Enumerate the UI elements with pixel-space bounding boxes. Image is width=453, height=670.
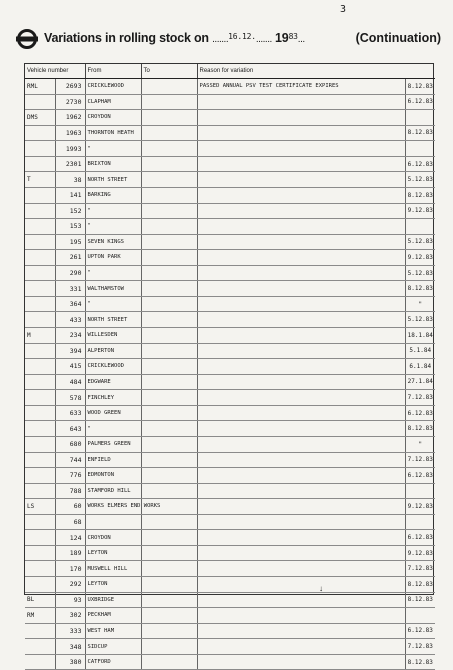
from-garage-cell: "	[85, 141, 141, 157]
reason-cell	[197, 141, 405, 157]
to-garage-cell	[141, 421, 197, 437]
table-row	[25, 421, 435, 437]
vehicle-class-cell	[25, 94, 55, 110]
table-row	[25, 623, 435, 639]
reason-cell	[197, 343, 405, 359]
table-row	[25, 374, 435, 390]
vehicle-number-cell: 1993	[55, 141, 85, 157]
vehicle-class-cell	[25, 530, 55, 546]
table-row	[25, 390, 435, 406]
reason-cell	[197, 561, 405, 577]
expiry-date-cell	[405, 219, 435, 235]
table-row	[25, 156, 435, 172]
expiry-date-cell: 6.12.83	[405, 405, 435, 421]
from-garage-cell: SIDCUP	[85, 639, 141, 655]
to-garage-cell	[141, 312, 197, 328]
reason-cell	[197, 545, 405, 561]
page-number: 3	[340, 4, 347, 15]
table-row	[25, 577, 435, 593]
to-garage-cell	[141, 468, 197, 484]
vehicle-number-cell: 153	[55, 219, 85, 235]
vehicle-class-cell	[25, 514, 55, 530]
from-garage-cell: CRICKLEWOOD	[85, 359, 141, 375]
vehicle-number-cell: 364	[55, 296, 85, 312]
vehicle-number-cell: 333	[55, 623, 85, 639]
reason-cell	[197, 468, 405, 484]
from-garage-cell: "	[85, 265, 141, 281]
from-garage-cell: "	[85, 203, 141, 219]
reason-cell	[197, 203, 405, 219]
reason-cell	[197, 452, 405, 468]
reason-cell	[197, 110, 405, 126]
from-garage-cell: "	[85, 296, 141, 312]
reason-cell	[197, 483, 405, 499]
expiry-date-cell: 9.12.83	[405, 545, 435, 561]
from-garage-cell: BRIXTON	[85, 156, 141, 172]
expiry-date-cell	[405, 483, 435, 499]
from-garage-cell: MUSWELL HILL	[85, 561, 141, 577]
from-garage-cell: EDMONTON	[85, 468, 141, 484]
expiry-date-cell: "	[405, 436, 435, 452]
expiry-date-cell: 6.12.83	[405, 468, 435, 484]
vehicle-class-cell	[25, 281, 55, 297]
from-garage-cell: LEYTON	[85, 577, 141, 593]
vehicle-number-cell: 2301	[55, 156, 85, 172]
expiry-date-cell: 6.12.83	[405, 94, 435, 110]
expiry-date-cell: 9.12.83	[405, 250, 435, 266]
vehicle-class-cell	[25, 654, 55, 670]
expiry-date-cell: 8.12.83	[405, 281, 435, 297]
vehicle-number-cell: 38	[55, 172, 85, 188]
to-garage-cell	[141, 110, 197, 126]
down-arrow-icon: ↓	[319, 584, 323, 593]
to-garage-cell	[141, 639, 197, 655]
to-garage-cell	[141, 141, 197, 157]
table-row	[25, 654, 435, 670]
reason-cell: PASSED ANNUAL PSV TEST CERTIFICATE EXPIRES	[197, 79, 405, 95]
to-garage-cell	[141, 234, 197, 250]
vehicle-number-cell: 152	[55, 203, 85, 219]
expiry-date-cell	[405, 110, 435, 126]
expiry-date-cell: 7.12.83	[405, 390, 435, 406]
table-row	[25, 265, 435, 281]
vehicle-class-cell: M	[25, 328, 55, 344]
to-garage-cell	[141, 359, 197, 375]
vehicle-number-cell: 170	[55, 561, 85, 577]
from-garage-cell: PECKHAM	[85, 608, 141, 624]
table-row	[25, 172, 435, 188]
to-garage-cell	[141, 374, 197, 390]
reason-cell	[197, 281, 405, 297]
reason-cell	[197, 125, 405, 141]
expiry-date-cell: 8.12.83	[405, 577, 435, 593]
from-garage-cell: UXBRIDGE	[85, 592, 141, 608]
from-garage-cell: CLAPHAM	[85, 94, 141, 110]
expiry-date-cell: 7.12.83	[405, 561, 435, 577]
reason-cell	[197, 514, 405, 530]
to-garage-cell	[141, 343, 197, 359]
to-garage-cell	[141, 592, 197, 608]
expiry-date-cell	[405, 141, 435, 157]
reason-cell	[197, 608, 405, 624]
from-garage-cell: BARKING	[85, 187, 141, 203]
expiry-date-cell: 5.12.83	[405, 234, 435, 250]
expiry-date-cell: 8.12.83	[405, 187, 435, 203]
vehicle-number-cell: 195	[55, 234, 85, 250]
reason-cell	[197, 359, 405, 375]
vehicle-class-cell	[25, 577, 55, 593]
table-header-row	[25, 64, 435, 79]
expiry-date-cell: 5.12.83	[405, 265, 435, 281]
vehicle-number-cell: 633	[55, 405, 85, 421]
reason-cell	[197, 639, 405, 655]
vehicle-class-cell: RML	[25, 79, 55, 95]
rolling-stock-table-frame	[24, 63, 434, 667]
expiry-date-cell: 8.12.83	[405, 654, 435, 670]
vehicle-class-cell	[25, 436, 55, 452]
expiry-date-cell: 8.12.83	[405, 421, 435, 437]
to-garage-cell	[141, 203, 197, 219]
table-row	[25, 203, 435, 219]
vehicle-class-cell	[25, 483, 55, 499]
vehicle-class-cell	[25, 405, 55, 421]
vehicle-number-cell: 394	[55, 343, 85, 359]
continuation-label: (Continuation)	[355, 31, 441, 45]
vehicle-class-cell	[25, 296, 55, 312]
vehicle-number-cell: 788	[55, 483, 85, 499]
vehicle-class-cell	[25, 141, 55, 157]
reason-cell	[197, 234, 405, 250]
table-row	[25, 452, 435, 468]
from-garage-cell: CROYDON	[85, 110, 141, 126]
to-garage-cell	[141, 79, 197, 95]
to-garage-cell	[141, 608, 197, 624]
vehicle-number-cell: 234	[55, 328, 85, 344]
table-row	[25, 219, 435, 235]
vehicle-class-cell	[25, 156, 55, 172]
vehicle-number-cell: 292	[55, 577, 85, 593]
reason-cell	[197, 172, 405, 188]
vehicle-class-cell	[25, 312, 55, 328]
table-row	[25, 328, 435, 344]
to-garage-cell	[141, 296, 197, 312]
from-garage-cell: WOOD GREEN	[85, 405, 141, 421]
vehicle-number-cell: 744	[55, 452, 85, 468]
to-garage-cell	[141, 545, 197, 561]
vehicle-number-cell: 261	[55, 250, 85, 266]
vehicle-number-cell: 60	[55, 499, 85, 515]
vehicle-class-cell	[25, 203, 55, 219]
from-garage-cell: WILLESDEN	[85, 328, 141, 344]
expiry-date-cell: 9.12.83	[405, 203, 435, 219]
from-garage-cell: LEYTON	[85, 545, 141, 561]
to-garage-cell	[141, 577, 197, 593]
reason-cell	[197, 94, 405, 110]
expiry-date-cell: 8.12.83	[405, 592, 435, 608]
expiry-date-cell: 7.12.83	[405, 452, 435, 468]
vehicle-number-cell: 93	[55, 592, 85, 608]
vehicle-class-cell	[25, 187, 55, 203]
reason-cell	[197, 187, 405, 203]
vehicle-class-cell: BL	[25, 592, 55, 608]
reason-cell	[197, 312, 405, 328]
vehicle-number-cell: 2693	[55, 79, 85, 95]
vehicle-number-cell: 1962	[55, 110, 85, 126]
col-to: To	[141, 64, 197, 79]
vehicle-class-cell	[25, 343, 55, 359]
vehicle-number-cell: 484	[55, 374, 85, 390]
vehicle-class-cell	[25, 234, 55, 250]
col-from: From	[85, 64, 141, 79]
vehicle-class-cell	[25, 468, 55, 484]
to-garage-cell	[141, 156, 197, 172]
expiry-date-cell: 18.1.84	[405, 328, 435, 344]
from-garage-cell: ENFIELD	[85, 452, 141, 468]
reason-cell	[197, 623, 405, 639]
from-garage-cell: WALTHAMSTOW	[85, 281, 141, 297]
vehicle-number-cell: 302	[55, 608, 85, 624]
vehicle-number-cell: 290	[55, 265, 85, 281]
reason-cell	[197, 328, 405, 344]
col-vehicle-number: Vehicle number	[25, 64, 85, 79]
table-row	[25, 234, 435, 250]
table-row	[25, 250, 435, 266]
expiry-date-cell: 6.12.83	[405, 623, 435, 639]
expiry-date-cell: 8.12.83	[405, 79, 435, 95]
expiry-date-cell: 7.12.83	[405, 639, 435, 655]
from-garage-cell: "	[85, 219, 141, 235]
to-garage-cell	[141, 328, 197, 344]
reason-cell	[197, 436, 405, 452]
expiry-date-cell: 5.1.84	[405, 343, 435, 359]
vehicle-number-cell: 433	[55, 312, 85, 328]
to-garage-cell	[141, 172, 197, 188]
table-row	[25, 514, 435, 530]
from-garage-cell: CROYDON	[85, 530, 141, 546]
year-filled: 83	[288, 32, 298, 41]
from-garage-cell: WEST HAM	[85, 623, 141, 639]
expiry-date-cell	[405, 608, 435, 624]
form-header	[16, 26, 441, 54]
vehicle-number-cell: 189	[55, 545, 85, 561]
vehicle-number-cell: 141	[55, 187, 85, 203]
table-row	[25, 343, 435, 359]
expiry-date-cell: "	[405, 296, 435, 312]
reason-cell	[197, 265, 405, 281]
to-garage-cell	[141, 452, 197, 468]
table-row	[25, 141, 435, 157]
table-row	[25, 483, 435, 499]
vehicle-class-cell	[25, 374, 55, 390]
vehicle-number-cell: 348	[55, 639, 85, 655]
vehicle-class-cell	[25, 545, 55, 561]
vehicle-number-cell: 680	[55, 436, 85, 452]
table-row	[25, 94, 435, 110]
vehicle-number-cell: 415	[55, 359, 85, 375]
expiry-date-cell: 9.12.83	[405, 499, 435, 515]
from-garage-cell: NORTH STREET	[85, 172, 141, 188]
table-row	[25, 79, 435, 95]
expiry-date-cell: 27.1.84	[405, 374, 435, 390]
vehicle-number-cell: 2730	[55, 94, 85, 110]
to-garage-cell	[141, 219, 197, 235]
to-garage-cell	[141, 250, 197, 266]
table-row	[25, 187, 435, 203]
reason-cell	[197, 577, 405, 593]
expiry-date-cell: 6.12.83	[405, 530, 435, 546]
reason-cell	[197, 530, 405, 546]
reason-cell	[197, 592, 405, 608]
to-garage-cell	[141, 187, 197, 203]
vehicle-number-cell: 124	[55, 530, 85, 546]
to-garage-cell	[141, 623, 197, 639]
vehicle-class-cell	[25, 250, 55, 266]
to-garage-cell	[141, 405, 197, 421]
from-garage-cell: EDGWARE	[85, 374, 141, 390]
table-body	[25, 79, 435, 670]
from-garage-cell: STAMFORD HILL	[85, 483, 141, 499]
vehicle-class-cell	[25, 421, 55, 437]
reason-cell	[197, 219, 405, 235]
from-garage-cell: PALMERS GREEN	[85, 436, 141, 452]
from-garage-cell: WORKS ELMERS END WORKS	[85, 499, 141, 515]
to-garage-cell	[141, 94, 197, 110]
reason-cell	[197, 250, 405, 266]
expiry-date-cell: 6.12.83	[405, 156, 435, 172]
vehicle-class-cell	[25, 265, 55, 281]
reason-cell	[197, 654, 405, 670]
table-row	[25, 499, 435, 515]
from-garage-cell: ALPERTON	[85, 343, 141, 359]
table-row	[25, 359, 435, 375]
to-garage-cell	[141, 483, 197, 499]
vehicle-class-cell	[25, 359, 55, 375]
from-garage-cell: UPTON PARK	[85, 250, 141, 266]
vehicle-class-cell	[25, 623, 55, 639]
to-garage-cell	[141, 561, 197, 577]
vehicle-class-cell	[25, 452, 55, 468]
vehicle-number-cell: 1963	[55, 125, 85, 141]
form-title: Variations in rolling stock on .......$^{16.12.}$....... $19^{83}$...	[44, 31, 305, 45]
table-row	[25, 592, 435, 608]
from-garage-cell: THORNTON HEATH	[85, 125, 141, 141]
vehicle-class-cell	[25, 639, 55, 655]
date-filled: 16.12.	[228, 32, 256, 41]
vehicle-number-cell: 380	[55, 654, 85, 670]
from-garage-cell: CATFORD	[85, 654, 141, 670]
vehicle-number-cell: 776	[55, 468, 85, 484]
reason-cell	[197, 421, 405, 437]
vehicle-number-cell: 331	[55, 281, 85, 297]
from-garage-cell: SEVEN KINGS	[85, 234, 141, 250]
table-row	[25, 608, 435, 624]
from-garage-cell	[85, 514, 141, 530]
vehicle-number-cell: 643	[55, 421, 85, 437]
vehicle-class-cell	[25, 390, 55, 406]
vehicle-class-cell: DMS	[25, 110, 55, 126]
reason-cell	[197, 296, 405, 312]
title-prefix: Variations in rolling stock on	[44, 31, 209, 45]
expiry-date-cell	[405, 514, 435, 530]
table-row	[25, 639, 435, 655]
from-garage-cell: CRICKLEWOOD	[85, 79, 141, 95]
from-garage-cell: NORTH STREET	[85, 312, 141, 328]
table-row	[25, 436, 435, 452]
reason-cell	[197, 390, 405, 406]
table-row	[25, 530, 435, 546]
vehicle-number-cell: 68	[55, 514, 85, 530]
expiry-date-cell: 5.12.83	[405, 312, 435, 328]
to-garage-cell	[141, 436, 197, 452]
reason-cell	[197, 405, 405, 421]
reason-cell	[197, 374, 405, 390]
vehicle-class-cell: T	[25, 172, 55, 188]
vehicle-class-cell: LS	[25, 499, 55, 515]
table-row	[25, 468, 435, 484]
to-garage-cell	[141, 514, 197, 530]
reason-cell	[197, 499, 405, 515]
expiry-date-cell: 5.12.83	[405, 172, 435, 188]
to-garage-cell	[141, 281, 197, 297]
vehicle-class-cell	[25, 125, 55, 141]
expiry-date-cell: 8.12.83	[405, 125, 435, 141]
from-garage-cell: "	[85, 421, 141, 437]
year-prefix: 19	[275, 31, 289, 45]
vehicle-class-cell	[25, 219, 55, 235]
table-row	[25, 296, 435, 312]
table-row	[25, 125, 435, 141]
to-garage-cell	[141, 530, 197, 546]
table-row	[25, 110, 435, 126]
to-garage-cell	[141, 654, 197, 670]
roundel-logo-icon	[16, 28, 38, 50]
from-garage-cell: FINCHLEY	[85, 390, 141, 406]
expiry-date-cell: 6.1.84	[405, 359, 435, 375]
vehicle-class-cell: RM	[25, 608, 55, 624]
to-garage-cell	[141, 390, 197, 406]
table-row	[25, 281, 435, 297]
to-garage-cell	[141, 125, 197, 141]
rolling-stock-table	[25, 64, 435, 670]
vehicle-number-cell: 578	[55, 390, 85, 406]
table-row	[25, 405, 435, 421]
table-row	[25, 561, 435, 577]
table-row	[25, 545, 435, 561]
col-reason: Reason for variation	[197, 64, 435, 79]
to-garage-cell	[141, 265, 197, 281]
vehicle-class-cell	[25, 561, 55, 577]
reason-cell	[197, 156, 405, 172]
table-row	[25, 312, 435, 328]
